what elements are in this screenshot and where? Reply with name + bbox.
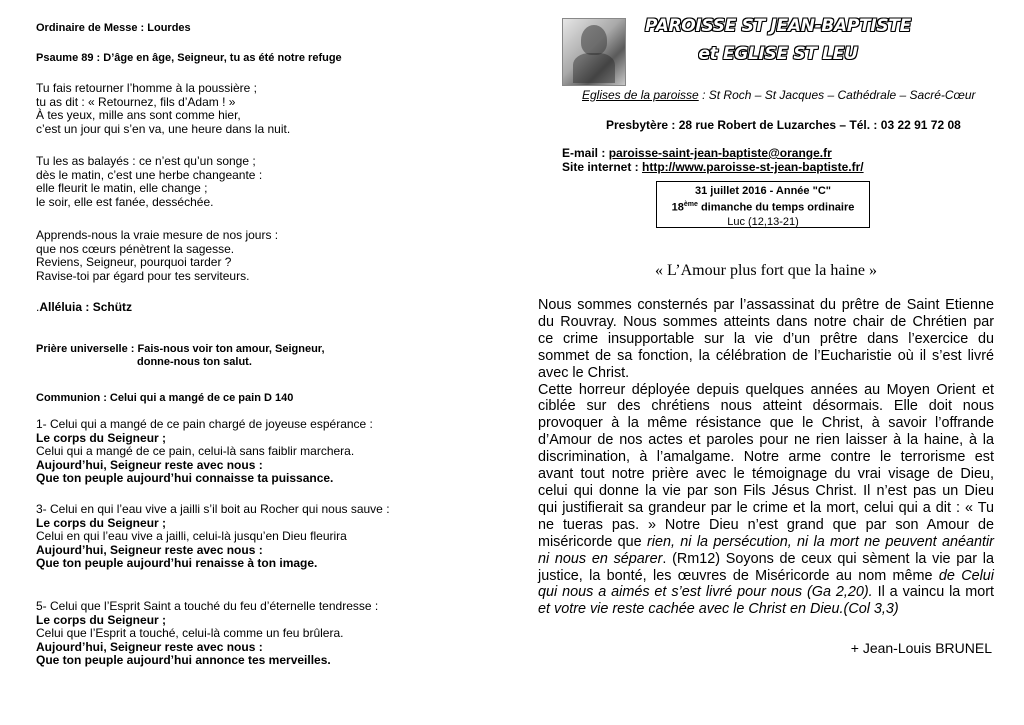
ordinaire-heading: Ordinaire de Messe : Lourdes <box>36 22 191 34</box>
priere-universelle-line1: Prière universelle : Fais-nous voir ton amour, Seigneur, <box>36 343 325 355</box>
sunday-line: 18ème dimanche du temps ordinaire <box>671 201 855 214</box>
priere-universelle-line2: donne-nous ton salut. <box>137 356 252 368</box>
email-link[interactable]: paroisse-saint-jean-baptiste@orange.fr <box>608 146 832 160</box>
churches-line: Eglises de la paroisse : St Roch – St Jacques – Cathédrale – Sacré-Cœur <box>582 88 976 102</box>
article-body: Nous sommes consternés par l’assassinat du prêtre de Saint Etienne du Rouvray. Nous sommes atteints dans notre chair de Chrétien par ce crime insupportable sur la vie d’un prêtre dans l’exercice du sommet de sa fonction, la célébration de l’Eucharistie où il s’est livré avec le Christ. Cette horreur déployée depuis quelques années au Moyen Orient et ciblée sur des chrétiens nous atteint désormais. Elle doit nous provoquer à la même résistance que le Christ, à savoir l’offrande d’Amour de nos actes et paroles pour ne rien laisser à la haine, à la discrimination, à l’amalgame. Notre arme contre le terrorisme est avant tout notre prière avec le témoignage du vrai visage de Dieu, celui qui donne la vie par son Fils Jésus Christ. Il n’est pas un Dieu qui justifierait sa grandeur par le crime et la mort, celui qui a dit : « Tu ne tueras pas. » Notre Dieu n’est grand que par son Amour de miséricorde que rien, ni la persécution, ni la mort ne peuvent anéantir ni nous en séparer. (Rm12) Soyons de ceux qui sèment la vie par la justice, la bonté, les œuvres de Miséricorde au nom même de Celui qui nous a aimés et s’est livré pour nous (Ga 2,20). Il a vaincu la mort et votre vie reste cachée avec le Christ en Dieu.(Col 3,3) <box>538 297 994 618</box>
left-page <box>36 0 506 725</box>
presbytere-address: Presbytère : 28 rue Robert de Luzarches – Tél. : 03 22 91 72 08 <box>606 118 961 132</box>
psalm-stanza-3: Apprends-nous la vraie mesure de nos jours : que nos cœurs pénètrent la sagesse. Reviens, Seigneur, pourquoi tarder ? Ravise-toi par égard pour tes serviteurs. <box>36 228 279 283</box>
communion-verse-5: 5- Celui que l’Esprit Saint a touché du feu d’éternelle tendresse : Le corps du Seigneur ; Celui que l’Esprit a touché, celui-là comme un feu brûlera. Aujourd’hui, Seigneur reste avec nous : Que ton peuple aujourd’hui annonce tes merveilles. <box>36 599 379 668</box>
communion-title: Communion : Celui qui a mangé de ce pain D 140 <box>36 392 294 404</box>
communion-verse-3: 3- Celui en qui l’eau vive a jailli s’il boit au Rocher qui nous sauve : Le corps du Seigneur ; Celui en qui l’eau vive a jailli, celui-là jusqu’en Dieu fleurira Aujourd’hui, Seigneur reste avec nous : Que ton peuple aujourd’hui renaisse à ton image. <box>36 502 390 571</box>
email-line: E-mail : paroisse-saint-jean-baptiste@orange.fr <box>562 146 832 160</box>
psalm-stanza-2: Tu les as balayés : ce n’est qu’un songe ; dès le matin, c’est une herbe changeante : elle fleurit le matin, elle change ; le soir, elle est fanée, desséchée. <box>36 154 263 209</box>
right-page <box>538 0 994 725</box>
parish-logo-image <box>562 18 626 86</box>
psalm-stanza-1: Tu fais retourner l’homme à la poussière ; tu as dit : « Retournez, fils d’Adam ! » À tes yeux, mille ans sont comme hier, c’est un jour qui s’en va, une heure dans la nuit. <box>36 81 291 136</box>
reading-line: Luc (12,13-21) <box>727 215 799 228</box>
date-box <box>656 181 870 228</box>
communion-verse-1: 1- Celui qui a mangé de ce pain chargé de joyeuse espérance : Le corps du Seigneur ; Celui qui a mangé de ce pain, celui-là sans faiblir marchera. Aujourd’hui, Seigneur reste avec nous : Que ton peuple aujourd’hui connaisse ta puissance. <box>36 417 373 486</box>
parish-title-line2: et EGLISE ST LEU <box>698 44 858 64</box>
date-line: 31 juillet 2016 - Année "C" <box>695 185 831 197</box>
site-line: Site internet : http://www.paroisse-st-jean-baptiste.fr/ <box>562 160 864 174</box>
parish-title-line1: PAROISSE ST JEAN-BAPTISTE <box>645 16 911 36</box>
alleluia-heading: .Alléluia : Schütz <box>36 300 133 314</box>
signature: + Jean-Louis BRUNEL <box>850 640 992 656</box>
article-headline: « L’Amour plus fort que la haine » <box>654 262 878 279</box>
website-link[interactable]: http://www.paroisse-st-jean-baptiste.fr/ <box>642 160 864 174</box>
psaume-title: Psaume 89 : D’âge en âge, Seigneur, tu as été notre refuge <box>36 52 342 64</box>
